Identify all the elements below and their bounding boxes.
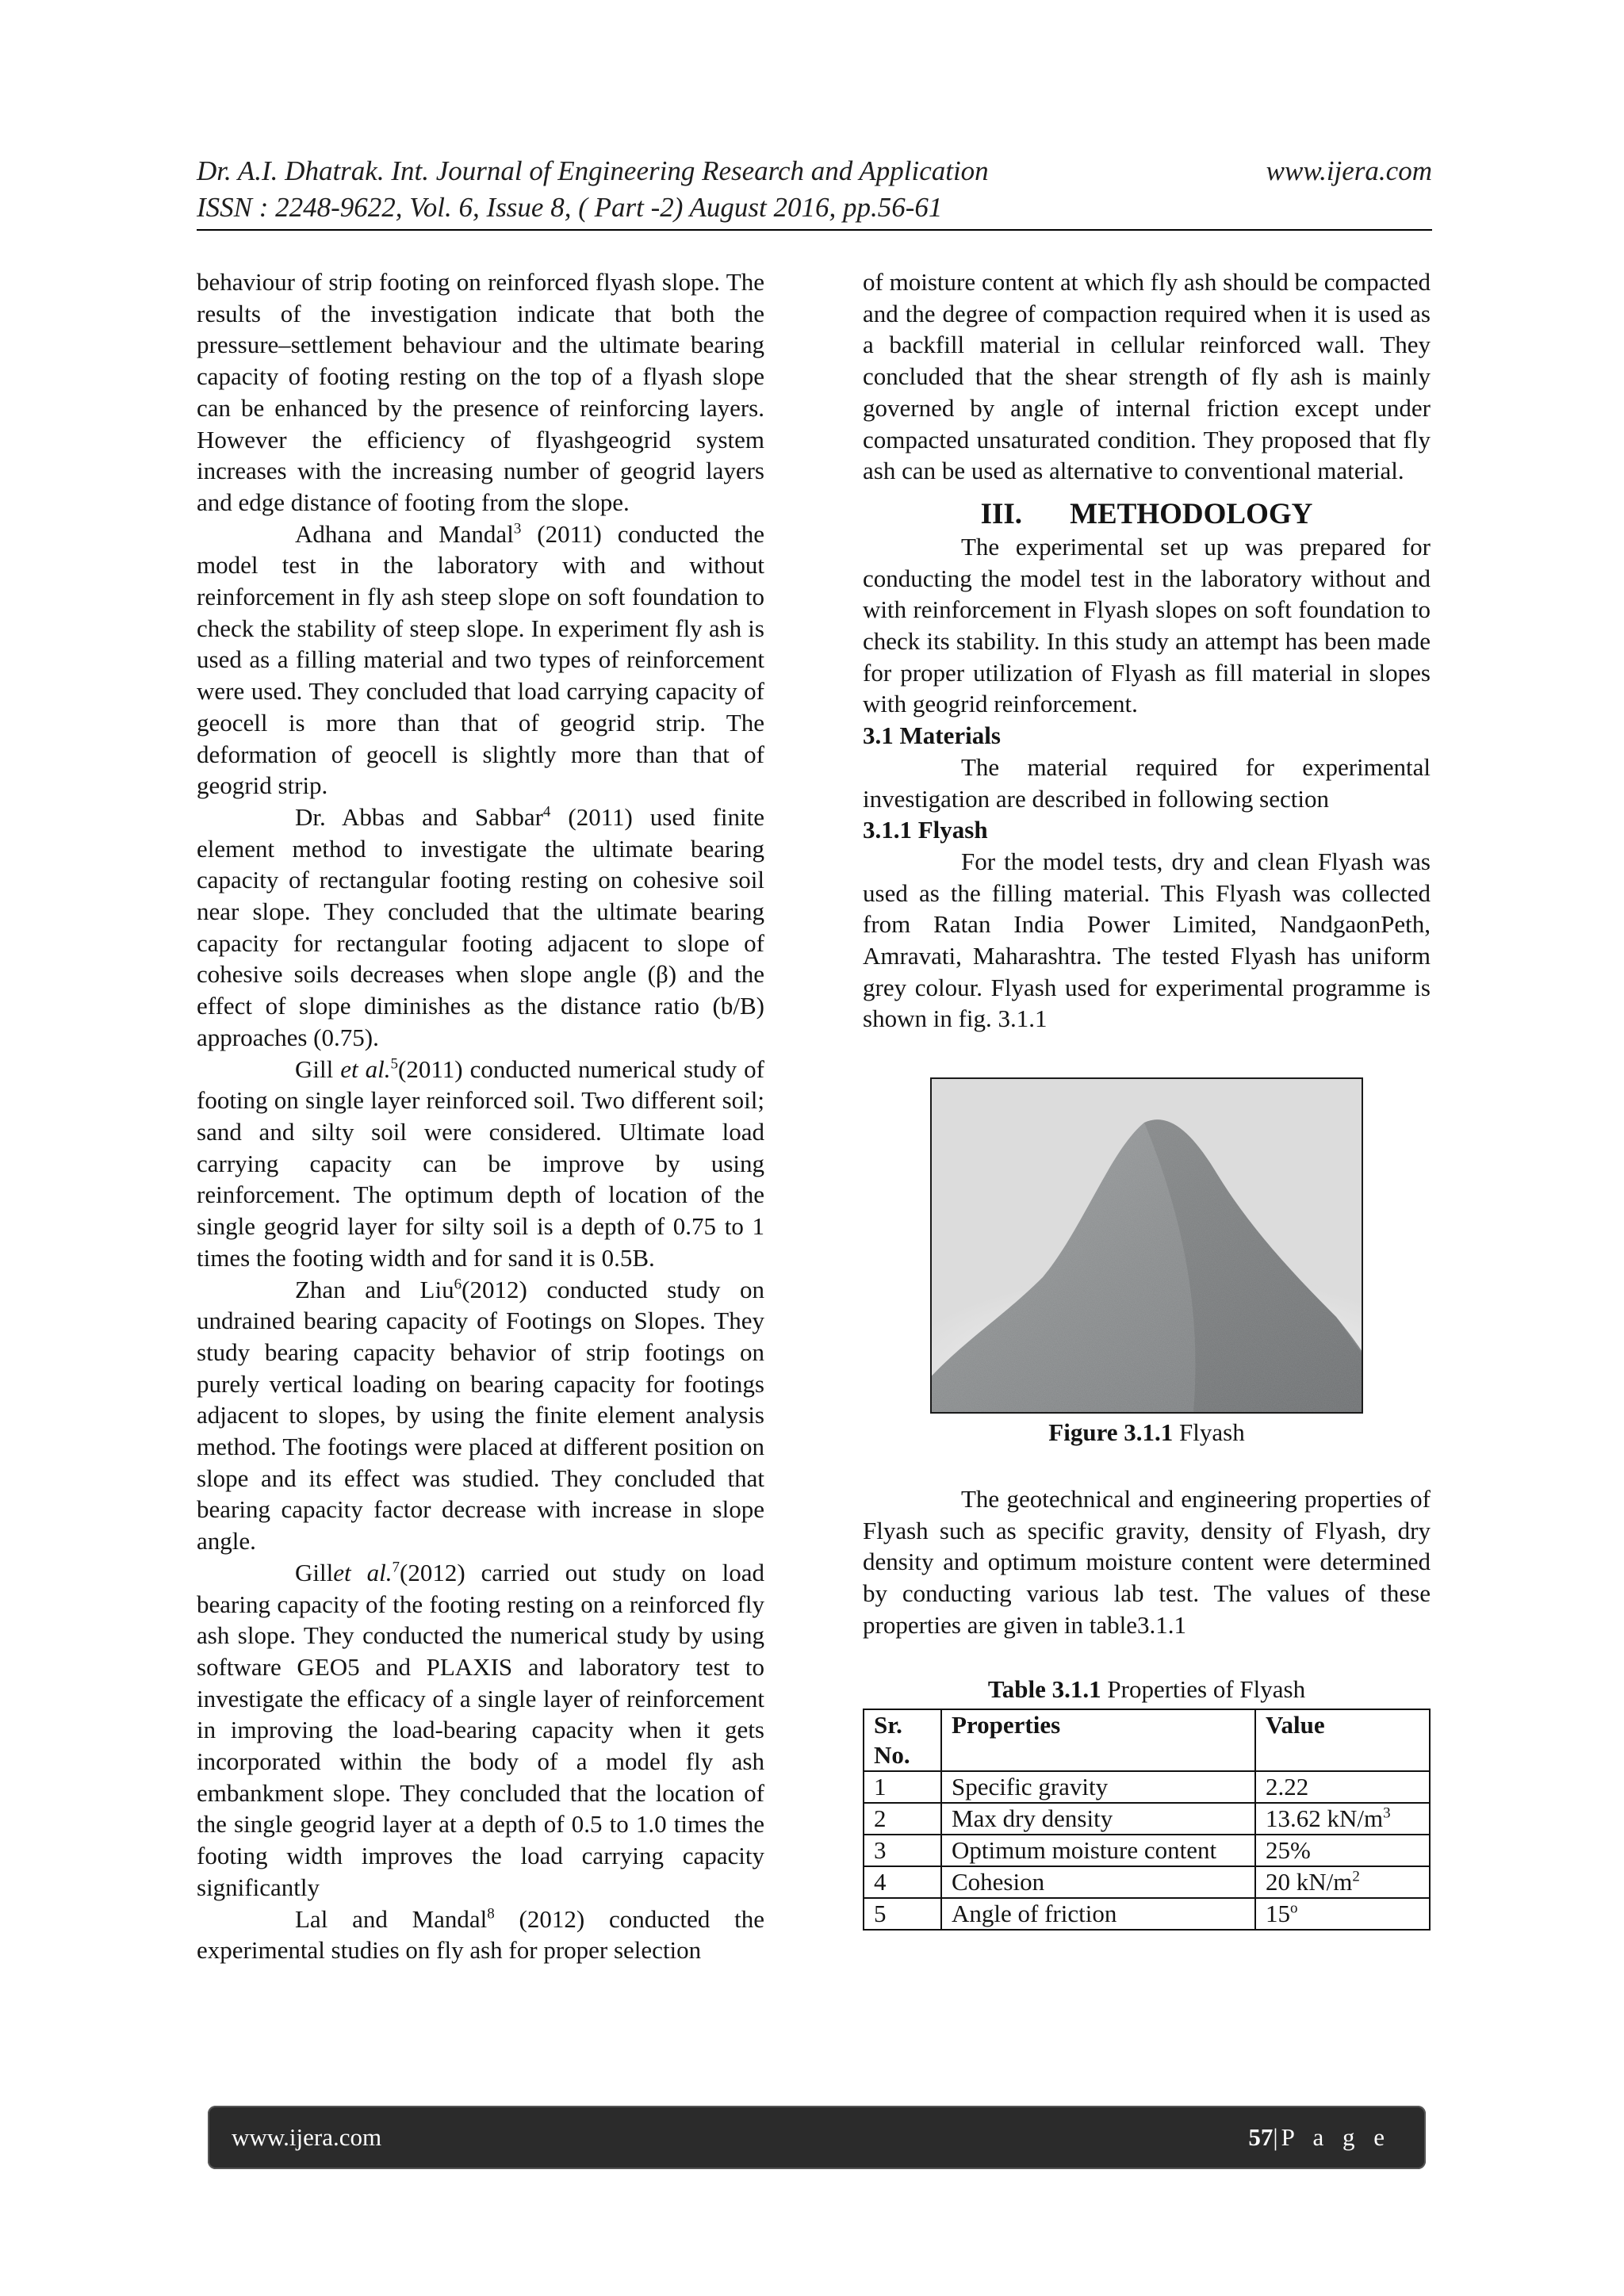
subsection-heading: 3.1 Materials xyxy=(863,721,1001,750)
cell-value: 20 $kN/m^2$ xyxy=(1255,1866,1430,1898)
subsection-heading: 3.1.1 Flyash xyxy=(863,816,988,844)
journal-citation: Dr. A.I. Dhatrak. Int. Journal of Engineering Research and Application xyxy=(197,155,989,186)
paragraph: The geotechnical and engineering properties of Flyash such as specific gravity, density of Flyash, dry density and optimum moisture content were determined by conducting various lab test. The values of these properties are given in table3.1.1 xyxy=(863,1484,1431,1639)
reference-number: 7 xyxy=(392,1559,400,1576)
cell-property: Angle of friction xyxy=(941,1898,1255,1930)
section-title: METHODOLOGY xyxy=(1070,497,1313,530)
section-heading xyxy=(863,498,1431,531)
cell-property: Specific gravity xyxy=(941,1771,1255,1803)
column-header-properties: Properties xyxy=(941,1709,1255,1771)
properties-table xyxy=(863,1709,1431,1931)
cell-property: Optimum moisture content xyxy=(941,1835,1255,1866)
page-header xyxy=(197,153,1432,231)
paragraph: Lal and Mandal$^8$ (2012) conducted the experimental studies on fly ash for proper selection xyxy=(197,1904,764,1965)
table-row xyxy=(864,1771,1430,1803)
reference-number: 4 xyxy=(542,803,551,821)
cell-sr: 2 xyxy=(864,1803,941,1835)
table-row xyxy=(864,1898,1430,1930)
header-line-1 xyxy=(197,153,1432,189)
figure-caption: Figure 3.1.1 Flyash xyxy=(1048,1418,1245,1447)
cell-value: 15$^o$ xyxy=(1255,1898,1430,1930)
journal-website: www.ijera.com xyxy=(1266,155,1432,186)
paragraph: The experimental set up was prepared for conducting the model test in the laboratory without and with reinforcement in Flyash slopes on soft foundation to check its stability. In this study an attempt has been made for proper utilization of Flyash as fill material in slopes with geogrid reinforcement. xyxy=(863,532,1431,718)
cell-property: Cohesion xyxy=(941,1866,1255,1898)
paragraph: Zhan and Liu$^6$(2012) conducted study on undrained bearing capacity of Footings on Slopes. They study bearing capacity behavior of strip footings on purely vertical loading on bearing capacity for footings adjacent to slopes, by using the finite element analysis method. The footings were placed at different position on slope and its effect was studied. They concluded that bearing capacity factor decrease with increase in slope angle. xyxy=(197,1275,764,1556)
reference-number: 3 xyxy=(513,520,522,538)
paragraph: For the model tests, dry and clean Flyash was used as the filling material. This Flyash was collected from Ratan India Power Limited, NandgaonPeth, Amravati, Maharashtra. The tested Flyash has uniform grey colour. Flyash used for experimental programme is shown in fig. 3.1.1 xyxy=(863,847,1431,1033)
issn-line: ISSN : 2248-9622, Vol. 6, Issue 8, ( Part -2) August 2016, pp.56-61 xyxy=(197,192,943,223)
column-header-sr: Sr. No. xyxy=(864,1709,941,1771)
flyash-pile-illustration xyxy=(932,1079,1362,1412)
column-header-value: Value xyxy=(1255,1709,1430,1771)
cell-value: 2.22 xyxy=(1255,1771,1430,1803)
cell-sr: 5 xyxy=(864,1898,941,1930)
cell-sr: 1 xyxy=(864,1771,941,1803)
table-caption: Table 3.1.1 Properties of Flyash xyxy=(987,1675,1306,1704)
table-row xyxy=(864,1803,1430,1835)
table-header-row xyxy=(864,1709,1430,1771)
figure-flyash xyxy=(930,1077,1363,1448)
table-row xyxy=(864,1835,1430,1866)
footer-website: www.ijera.com xyxy=(232,2123,382,2151)
page-number: 57| P a g e xyxy=(1248,2123,1391,2151)
paragraph: Gill et al.$^5$(2011) conducted numerical study of footing on single layer reinforced soil. Two different soil; sand and silty soil were considered. Ultimate load carrying capacity can be improve by using reinforcement. The optimum depth of location of the single geogrid layer for silty soil is a depth of 0.75 to 1 times the footing width and for sand it is 0.5B. xyxy=(197,1054,764,1272)
cell-property: Max dry density xyxy=(941,1803,1255,1835)
left-column xyxy=(197,266,764,1966)
cell-sr: 4 xyxy=(864,1866,941,1898)
paragraph: Adhana and Mandal$^3$ (2011) conducted the model test in the laboratory with and without reinforcement in fly ash steep slope on soft foundation to check the stability of steep slope. In experiment fly ash is used as a filling material and two types of reinforcement were used. They concluded that load carrying capacity of geocell is more than that of geogrid strip. The deformation of geocell is slightly more than that of geogrid strip. xyxy=(197,519,764,800)
paragraph: behaviour of strip footing on reinforced flyash slope. The results of the investigation indicate that both the pressure–settlement behaviour and the ultimate bearing capacity of footing resting on the top of a flyash slope can be enhanced by the presence of reinforcing layers. However the efficiency of flyashgeogrid system increases with the increasing number of geogrid layers and edge distance of footing from the slope. xyxy=(197,268,764,516)
flyash-photo xyxy=(930,1077,1363,1414)
header-divider xyxy=(197,229,1432,231)
paragraph: Dr. Abbas and Sabbar$^4$ (2011) used finite element method to investigate the ultimate bearing capacity of rectangular footing resting on cohesive soil near slope. They concluded that the ultimate bearing capacity for rectangular footing adjacent to slope of cohesive soils decreases when slope angle (β) and the effect of slope diminishes as the distance ratio (b/B) approaches (0.75). xyxy=(197,802,764,1051)
cell-sr: 3 xyxy=(864,1835,941,1866)
page-footer xyxy=(208,2106,1426,2169)
header-line-2 xyxy=(197,189,1432,226)
reference-number: 6 xyxy=(454,1276,462,1293)
cell-value: 13.62 $kN/m^3$ xyxy=(1255,1803,1430,1835)
table-row xyxy=(864,1866,1430,1898)
section-number: III. xyxy=(980,497,1023,530)
right-column xyxy=(863,266,1431,1931)
reference-number: 8 xyxy=(487,1905,495,1923)
cell-value: 25% xyxy=(1255,1835,1430,1866)
paragraph: of moisture content at which fly ash should be compacted and the degree of compaction required when it is used as a backfill material in cellular reinforced wall. They concluded that the shear strength of fly ash is mainly governed by angle of internal friction except under compacted unsaturated condition. They proposed that fly ash can be used as alternative to conventional material. xyxy=(863,268,1431,485)
paragraph: Gillet al.$^7$(2012) carried out study on load bearing capacity of the footing resting on a reinforced fly ash slope. They conducted the numerical study by using software GEO5 and PLAXIS and laboratory test to investigate the efficacy of a single layer of reinforcement in improving the load-bearing capacity when it gets incorporated within the body of a model fly ash embankment slope. They concluded that the location of the single geogrid layer at a depth of 0.5 to 1.0 times the footing width improves the load carrying capacity significantly xyxy=(197,1558,764,1901)
paragraph: The material required for experimental investigation are described in following section xyxy=(863,752,1431,813)
reference-number: 5 xyxy=(390,1055,399,1073)
